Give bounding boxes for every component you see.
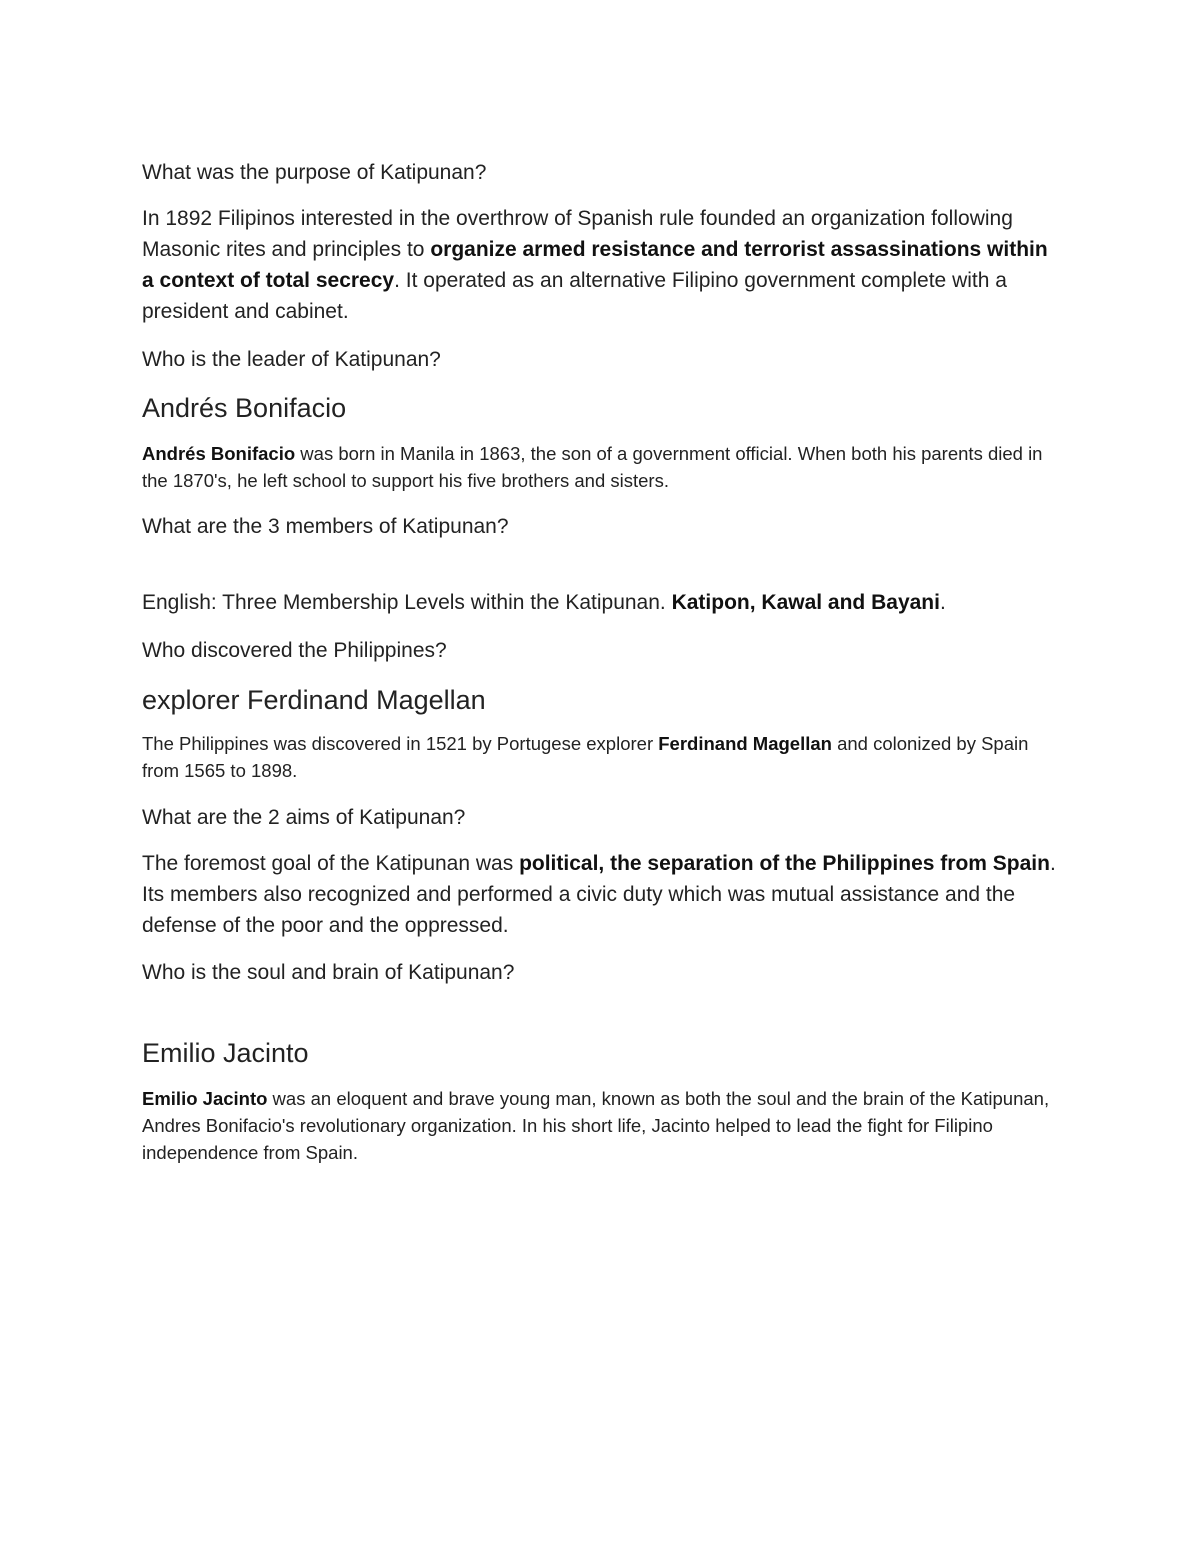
heading-leader: Andrés Bonifacio xyxy=(142,393,347,423)
heading-discovered: explorer Ferdinand Magellan xyxy=(142,685,486,715)
answer-purpose-bold: organize armed resistance and terrorist assassinations within a context of total secrecy xyxy=(142,238,1048,292)
answer-members: English: Three Membership Levels within the Katipunan. Katipon, Kawal and Bayani. xyxy=(142,591,946,614)
answer-members-bold: Katipon, Kawal and Bayani xyxy=(671,591,940,614)
answer-discovered: The Philippines was discovered in 1521 by Portugese explorer Ferdinand Magellan and colonized by Spain from 1565 to 1898. xyxy=(142,733,1029,781)
answer-discovered-bold: Ferdinand Magellan xyxy=(658,733,832,754)
question-aims: What are the 2 aims of Katipunan? xyxy=(142,806,466,829)
answer-soul: Emilio Jacinto was an eloquent and brave young man, known as both the soul and the brain of the Katipunan, Andres Bonifacio's revolutionary organization. In his short life, Jacinto helped to lead the fight for Filipino independence from Spain. xyxy=(142,1088,1050,1163)
question-purpose: What was the purpose of Katipunan? xyxy=(142,161,487,184)
answer-soul-bold: Emilio Jacinto xyxy=(142,1088,268,1109)
answer-aims: The foremost goal of the Katipunan was political, the separation of the Philippines from Spain. Its members also recognized and performed a civic duty which was mutual assistance and the defense of the poor and the oppressed. xyxy=(142,852,1056,937)
question-members: What are the 3 members of Katipunan? xyxy=(142,515,509,538)
answer-leader-bold: Andrés Bonifacio xyxy=(142,443,296,464)
question-soul: Who is the soul and brain of Katipunan? xyxy=(142,961,515,984)
answer-purpose: In 1892 Filipinos interested in the overthrow of Spanish rule founded an organization following Masonic rites and principles to organize armed resistance and terrorist assassinations within a context of total secrecy. It operated as an alternative Filipino government complete with a president and cabinet. xyxy=(142,207,1048,323)
answer-aims-bold: political, the separation of the Philippines from Spain xyxy=(519,852,1050,875)
question-discovered: Who discovered the Philippines? xyxy=(142,639,447,662)
heading-soul: Emilio Jacinto xyxy=(142,1038,309,1068)
question-leader: Who is the leader of Katipunan? xyxy=(142,348,441,371)
answer-leader: Andrés Bonifacio was born in Manila in 1863, the son of a government official. When both his parents died in the 1870's, he left school to support his five brothers and sisters. xyxy=(142,443,1043,491)
